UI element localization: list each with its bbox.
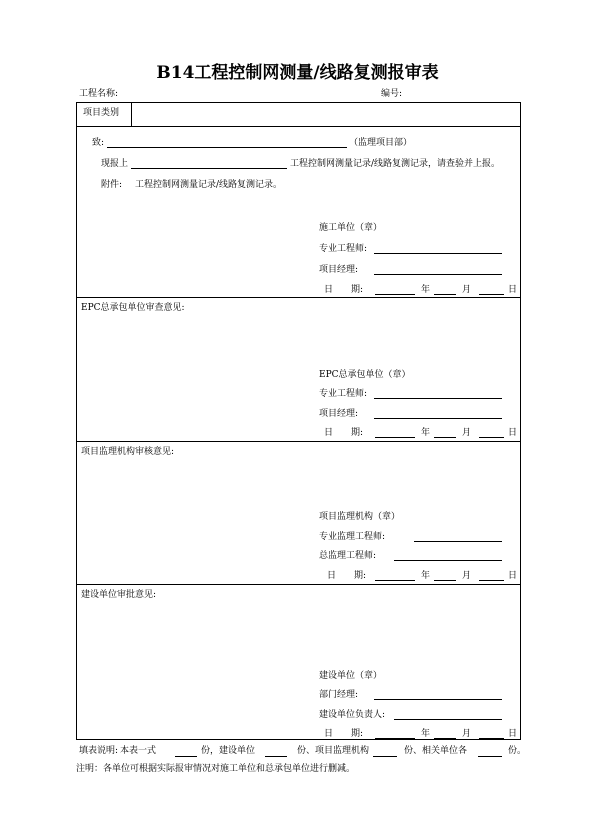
supervising-engineer-field[interactable] [414, 541, 502, 542]
supervision-month-label: 月 [462, 571, 472, 581]
dept-manager-field[interactable] [374, 699, 502, 700]
supervision-month-field[interactable] [434, 580, 456, 581]
epc-engineer-field[interactable] [374, 398, 502, 399]
epc-manager-field[interactable] [374, 418, 502, 419]
attachment-text: 工程控制网测量记录/线路复测记录。 [135, 180, 283, 190]
footer-note: 注明：各单位可根据实际报审情况对施工单位和总承包单位进行删减。 [76, 764, 356, 774]
chief-supervisor-field[interactable] [394, 560, 502, 561]
divider-section3 [76, 441, 521, 442]
owner-year-field[interactable] [375, 738, 415, 739]
epc-manager-label: 项目经理: [319, 409, 359, 419]
owner-seal-label: 建设单位（章） [319, 671, 383, 681]
number-label: 编号: [381, 89, 403, 99]
epc-engineer-label: 专业工程师: [319, 389, 368, 399]
report-prefix: 现报上 [101, 159, 129, 169]
copies-end-text: 份。 [508, 746, 527, 756]
supervision-date-label: 日 期: [327, 571, 367, 581]
owner-head-label: 建设单位负责人: [319, 710, 386, 720]
epc-day-field[interactable] [479, 437, 504, 438]
day-field[interactable] [479, 294, 504, 295]
page-title: B14工程控制网测量/线路复测报审表 [156, 63, 439, 83]
report-suffix: 工程控制网测量记录/线路复测记录，请查验并上报。 [290, 159, 501, 169]
supervision-day-field[interactable] [479, 580, 504, 581]
supervision-year-field[interactable] [375, 580, 415, 581]
supervisor-dept-field[interactable] [107, 147, 347, 148]
epc-year-field[interactable] [375, 437, 415, 438]
day-label: 日 [508, 285, 518, 295]
chief-supervisor-label: 总监理工程师: [319, 551, 377, 561]
owner-date-label: 日 期: [324, 729, 364, 739]
to-suffix: （监理项目部） [349, 138, 413, 148]
copies-supervisor-text: 份、项目监理机构 [297, 746, 370, 756]
date-label: 日 期: [324, 285, 364, 295]
owner-day-field[interactable] [479, 738, 504, 739]
copies-related-field[interactable] [478, 756, 502, 757]
epc-day-label: 日 [508, 428, 518, 438]
form-table [76, 102, 521, 740]
project-name-label: 工程名称: [79, 89, 119, 99]
supervision-year-label: 年 [421, 571, 431, 581]
epc-unit-seal-label: EPC总承包单位（章） [319, 370, 411, 380]
dept-manager-label: 部门经理: [319, 690, 359, 700]
attachment-label: 附件: [101, 180, 123, 190]
construction-unit-seal-label: 施工单位（章） [319, 223, 383, 233]
supervising-engineer-label: 专业监理工程师: [319, 532, 386, 542]
epc-month-label: 月 [462, 428, 472, 438]
copies-owner-field[interactable] [265, 756, 287, 757]
epc-month-field[interactable] [434, 437, 456, 438]
engineer-field[interactable] [374, 253, 502, 254]
copies-prefix: 本表一式 [120, 746, 157, 756]
manager-label: 项目经理: [319, 265, 359, 275]
month-field[interactable] [434, 294, 456, 295]
copies-total-field[interactable] [175, 756, 197, 757]
owner-month-field[interactable] [434, 738, 456, 739]
supervision-seal-label: 项目监理机构（章） [319, 512, 401, 522]
owner-head-field[interactable] [394, 719, 502, 720]
divider-section2 [76, 297, 521, 298]
divider-category-cell [131, 102, 132, 126]
engineer-label: 专业工程师: [319, 244, 368, 254]
project-category-label: 项目类别 [83, 108, 120, 118]
supervision-day-label: 日 [508, 571, 518, 581]
owner-opinion-label: 建设单位审批意见: [81, 590, 157, 600]
epc-year-label: 年 [421, 428, 431, 438]
to-label: 致: [92, 138, 105, 148]
owner-year-label: 年 [421, 729, 431, 739]
divider-section4 [76, 584, 521, 585]
epc-opinion-label: EPC总承包单位审查意见: [81, 303, 185, 313]
manager-field[interactable] [374, 274, 502, 275]
copies-supervisor-field[interactable] [373, 756, 397, 757]
year-label: 年 [421, 285, 431, 295]
copies-owner-text: 份，建设单位 [201, 746, 256, 756]
month-label: 月 [462, 285, 472, 295]
epc-date-label: 日 期: [324, 428, 364, 438]
divider-category [76, 126, 521, 127]
fill-instructions-label: 填表说明: [79, 746, 119, 756]
report-project-field[interactable] [131, 168, 287, 169]
year-field[interactable] [375, 294, 415, 295]
owner-day-label: 日 [508, 729, 518, 739]
copies-related-text: 份、相关单位各 [404, 746, 468, 756]
owner-month-label: 月 [462, 729, 472, 739]
supervision-opinion-label: 项目监理机构审核意见: [81, 447, 175, 457]
